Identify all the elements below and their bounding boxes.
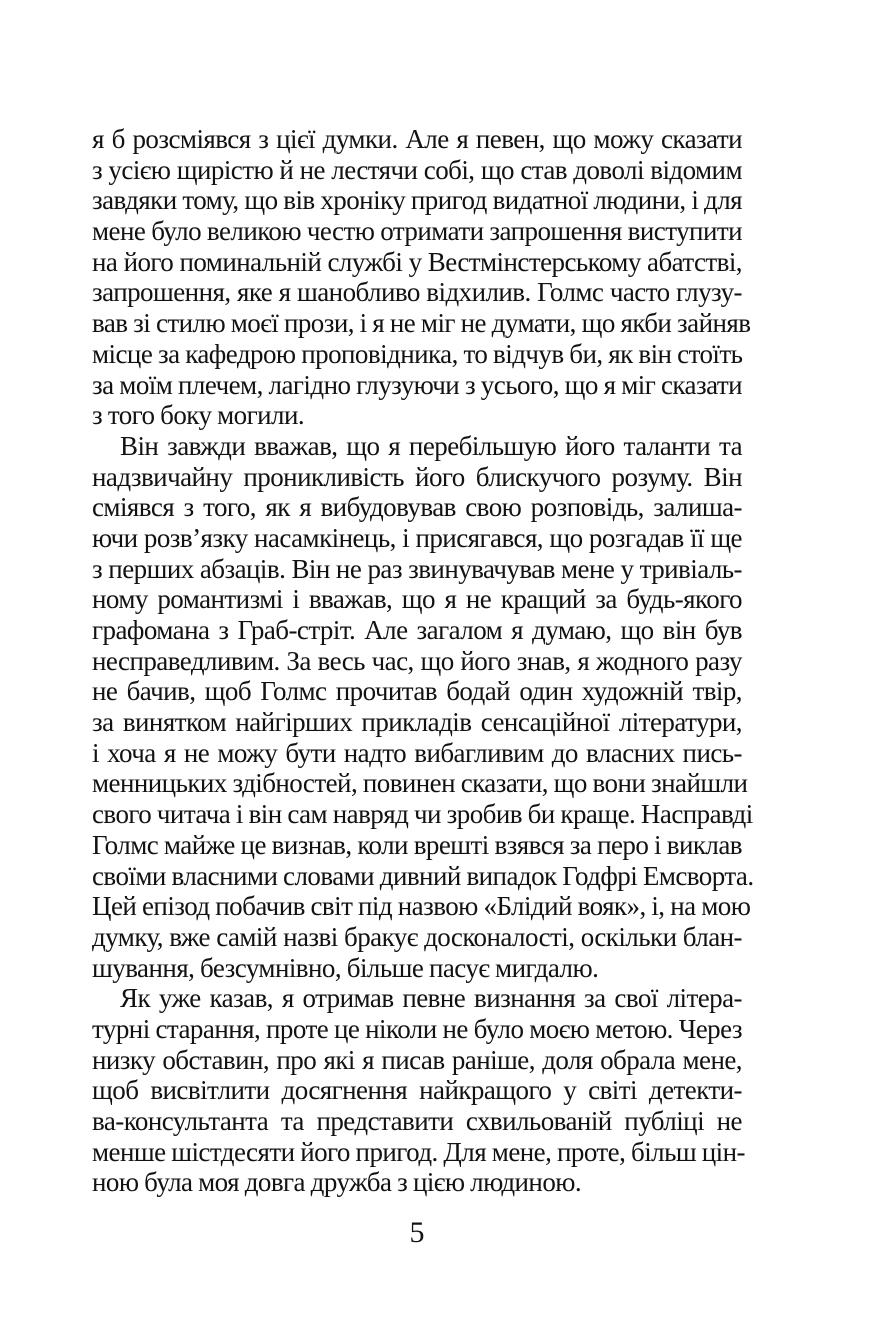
- text-line: менше шістдесяти його пригод. Для мене, проте, більш цін-: [92, 1136, 745, 1167]
- page-number: 5: [409, 1216, 425, 1250]
- text-line: своїми власними словами дивний випадок Годфрі Емсворта.: [92, 860, 754, 891]
- text-line: Як уже казав, я отримав певне визнання за свої літера-: [120, 983, 742, 1014]
- text-line: низку обставин, про які я писав раніше, доля обрала мене,: [92, 1044, 742, 1075]
- text-line: свого читача і він сам навряд чи зробив би краще. Насправді: [92, 799, 753, 830]
- text-line: графомана з Граб-стріт. Але загалом я думаю, що він був: [92, 615, 742, 645]
- text-line: я б розсміявся з цієї думки. Але я певен, що можу сказати: [92, 124, 742, 154]
- text-line: завдяки тому, що вів хроніку пригод видатної людини, і для: [92, 185, 742, 216]
- text-line: за винятком найгірших прикладів сенсаційної літератури,: [92, 707, 742, 738]
- text-line: мене було великою честю отримати запрошення виступити: [92, 216, 742, 247]
- text-line: Голмс майже це визнав, коли врешті взявся за перо і виклав: [92, 829, 742, 860]
- text-line: ною була моя довга дружба з цією людиною.: [92, 1167, 582, 1198]
- text-line: думку, вже самій назві бракує досконалості, оскільки блан-: [92, 921, 742, 952]
- text-block: [92, 124, 754, 1198]
- text-line: ва-консультанта та представити схвильованій публіці не: [92, 1106, 742, 1136]
- text-line: запрошення, яке я шанобливо відхилив. Голмс часто глузу-: [92, 277, 742, 308]
- text-line: не бачив, щоб Голмс прочитав бодай один художній твір,: [92, 676, 742, 707]
- text-line: сміявся з того, як я вибудовував свою розповідь, залиша-: [92, 492, 742, 523]
- text-line: за моїм плечем, лагідно глузуючи з усього, що я міг сказати: [92, 369, 742, 400]
- text-line: Цей епізод побачив світ під назвою «Блідий вояк», і, на мою: [92, 891, 751, 922]
- text-line: ному романтизмі і вважав, що я не кращий за будь-якого: [92, 584, 742, 615]
- text-line: надзвичайну проникливість його блискучого розуму. Він: [92, 461, 742, 492]
- text-line: з усією щирістю й не лестячи собі, що став доволі відомим: [92, 154, 742, 185]
- paragraph: [92, 983, 745, 1198]
- text-line: з того боку могили.: [92, 400, 305, 431]
- text-line: вав зі стилю моєї прози, і я не міг не думати, що якби зайняв: [92, 308, 751, 339]
- text-line: Він завжди вважав, що я перебільшую його таланти та: [120, 430, 742, 461]
- text-line: шування, безсумнівно, більше пасує мигдалю.: [92, 952, 599, 983]
- text-line: з перших абзаців. Він не раз звинувачував мене у тривіаль-: [92, 553, 742, 584]
- text-line: менницьких здібностей, повинен сказати, що вони знайшли: [92, 768, 748, 799]
- paragraph: [92, 124, 751, 431]
- text-line: місце за кафедрою проповідника, то відчув би, як він стоїть: [92, 338, 743, 369]
- text-line: і хоча я не можу бути надто вибагливим до власних пись-: [92, 737, 742, 768]
- text-line: щоб висвітлити досягнення найкращого у світі детекти-: [92, 1075, 742, 1106]
- paragraph: [92, 430, 754, 983]
- text-line: ючи розв’язку насамкінець, і присягався, що розгадав її ще: [92, 522, 742, 553]
- text-line: на його поминальній службі у Вестмінстерському абатстві,: [92, 246, 742, 277]
- text-line: турні старання, проте це ніколи не було моєю метою. Через: [92, 1013, 742, 1044]
- text-line: несправедливим. За весь час, що його знав, я жодного разу: [92, 645, 742, 676]
